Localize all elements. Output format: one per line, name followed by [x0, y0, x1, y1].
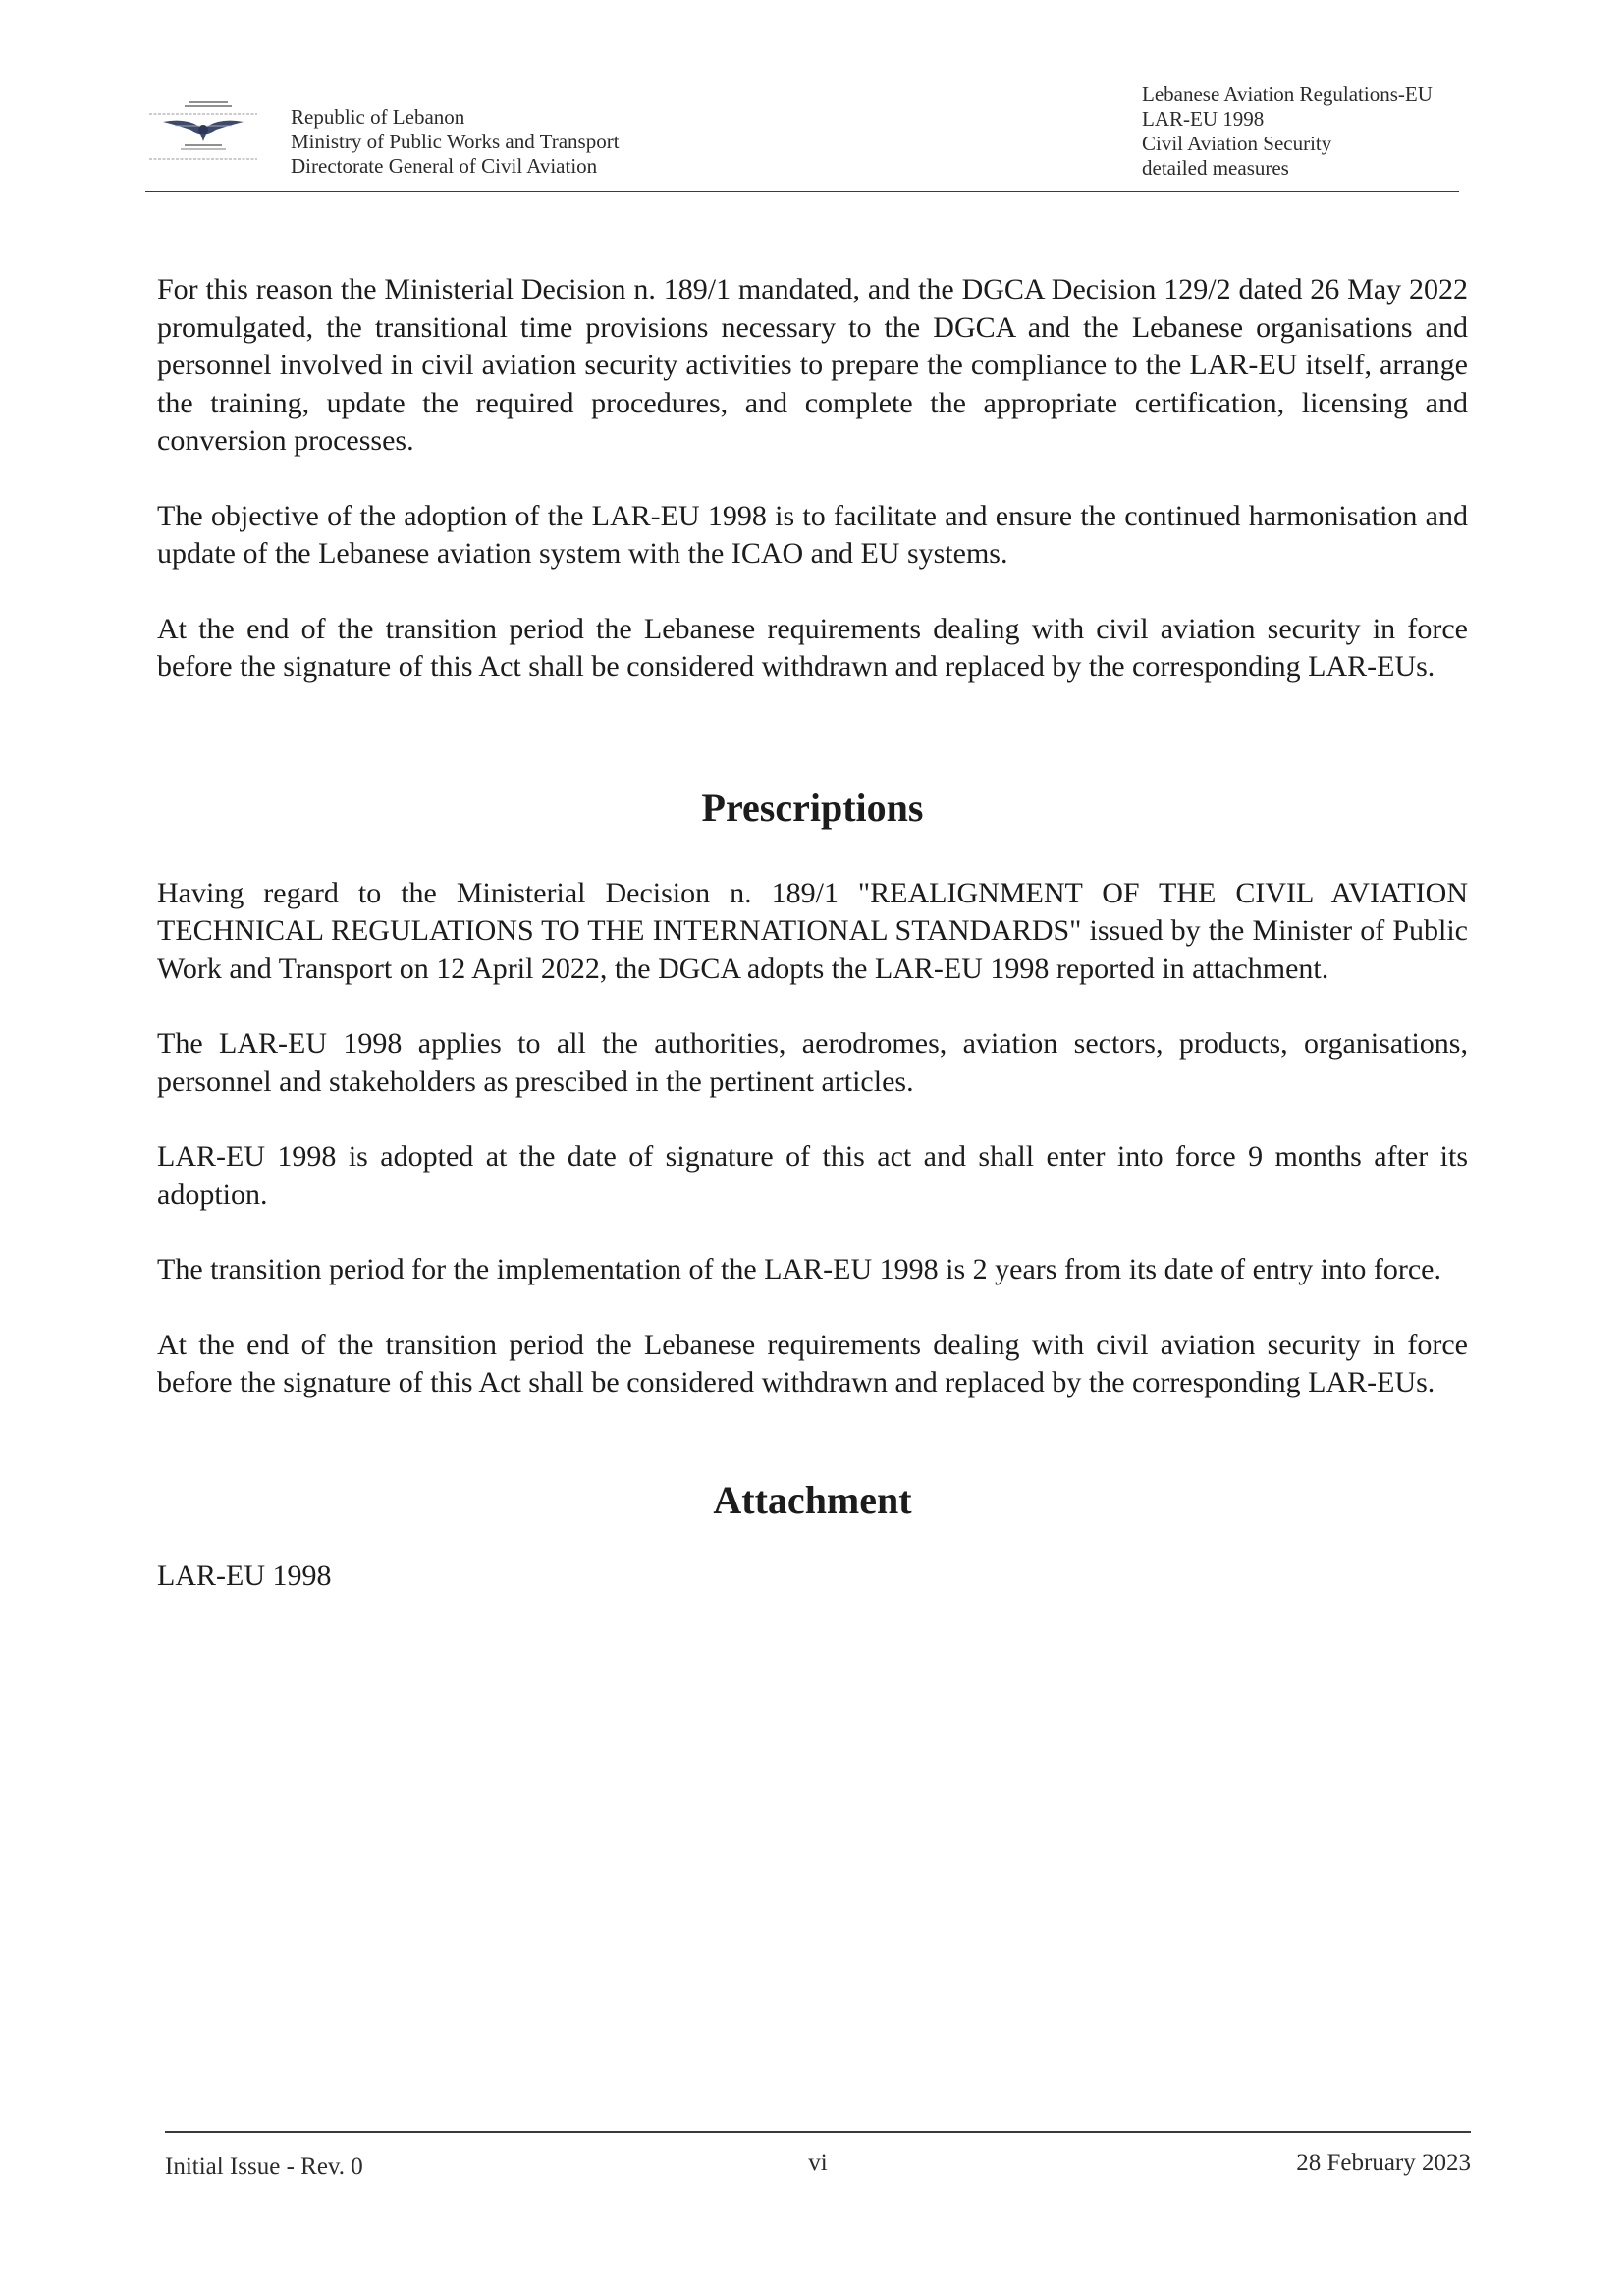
intro-paragraph: For this reason the Ministerial Decision n. 189/1 mandated, and the DGCA Decision 129/2 dated 26 May 2022 promulgated, the transitional time provisions necessary to the DGCA and the Lebanese organisations and personnel involved in civil aviation security activities to prepare the compliance to the LAR-EU itself, arrange the training, update the required procedures, and complete the appropriate certification, licensing and conversion processes.	[157, 273, 1468, 457]
doc-subtitle: detailed measures	[1142, 156, 1289, 180]
attachment-heading: Attachment	[713, 1477, 912, 1522]
doc-series: Lebanese Aviation Regulations-EU	[1142, 82, 1433, 106]
attachment-item: LAR-EU 1998	[157, 1558, 332, 1592]
intro-paragraph: The objective of the adoption of the LAR-EU 1998 is to facilitate and ensure the continued harmonisation and update of the Lebanese aviation system with the ICAO and EU systems.	[157, 499, 1468, 570]
prescription-paragraph: At the end of the transition period the Lebanese requirements dealing with civil aviation security in force before the signature of this Act shall be considered withdrawn and replaced by the corresponding LAR-EUs.	[157, 1328, 1468, 1398]
org-country: Republic of Lebanon	[291, 105, 465, 129]
organization-block	[291, 105, 620, 179]
page-footer	[165, 2149, 1471, 2182]
doc-number: LAR-EU 1998	[1142, 107, 1265, 131]
footer-date: 28 February 2023	[1296, 2150, 1471, 2176]
footer-page-number: vi	[808, 2150, 828, 2176]
header-divider	[145, 191, 1459, 192]
footer-issue: Initial Issue - Rev. 0	[165, 2154, 363, 2180]
dgca-emblem-icon	[145, 96, 261, 175]
footer-divider	[165, 2131, 1471, 2133]
document-id-block	[1142, 82, 1433, 181]
intro-paragraph: At the end of the transition period the Lebanese requirements dealing with civil aviation security in force before the signature of this Act shall be considered withdrawn and replaced by the corresponding LAR-EUs.	[157, 612, 1468, 683]
prescription-paragraph: LAR-EU 1998 is adopted at the date of signature of this act and shall enter into force 9 months after its adoption.	[157, 1140, 1468, 1211]
prescription-paragraph: The transition period for the implementation of the LAR-EU 1998 is 2 years from its date of entry into force.	[157, 1253, 1441, 1285]
page-header	[145, 82, 1459, 185]
prescription-paragraph: The LAR-EU 1998 applies to all the authorities, aerodromes, aviation sectors, products, organisations, personnel and stakeholders as prescibed in the pertinent articles.	[157, 1027, 1468, 1098]
doc-subject: Civil Aviation Security	[1142, 132, 1332, 155]
prescription-paragraph: Having regard to the Ministerial Decision n. 189/1 "REALIGNMENT OF THE CIVIL AVIATION TECHNICAL REGULATIONS TO THE INTERNATIONAL STANDARDS" issued by the Minister of Public Work and Transport on 12 April 2022, the DGCA adopts the LAR-EU 1998 reported in attachment.	[157, 876, 1468, 985]
org-ministry: Ministry of Public Works and Transport	[291, 130, 620, 153]
page-body	[157, 271, 1468, 1632]
org-directorate: Directorate General of Civil Aviation	[291, 154, 598, 178]
prescriptions-heading: Prescriptions	[701, 785, 924, 830]
